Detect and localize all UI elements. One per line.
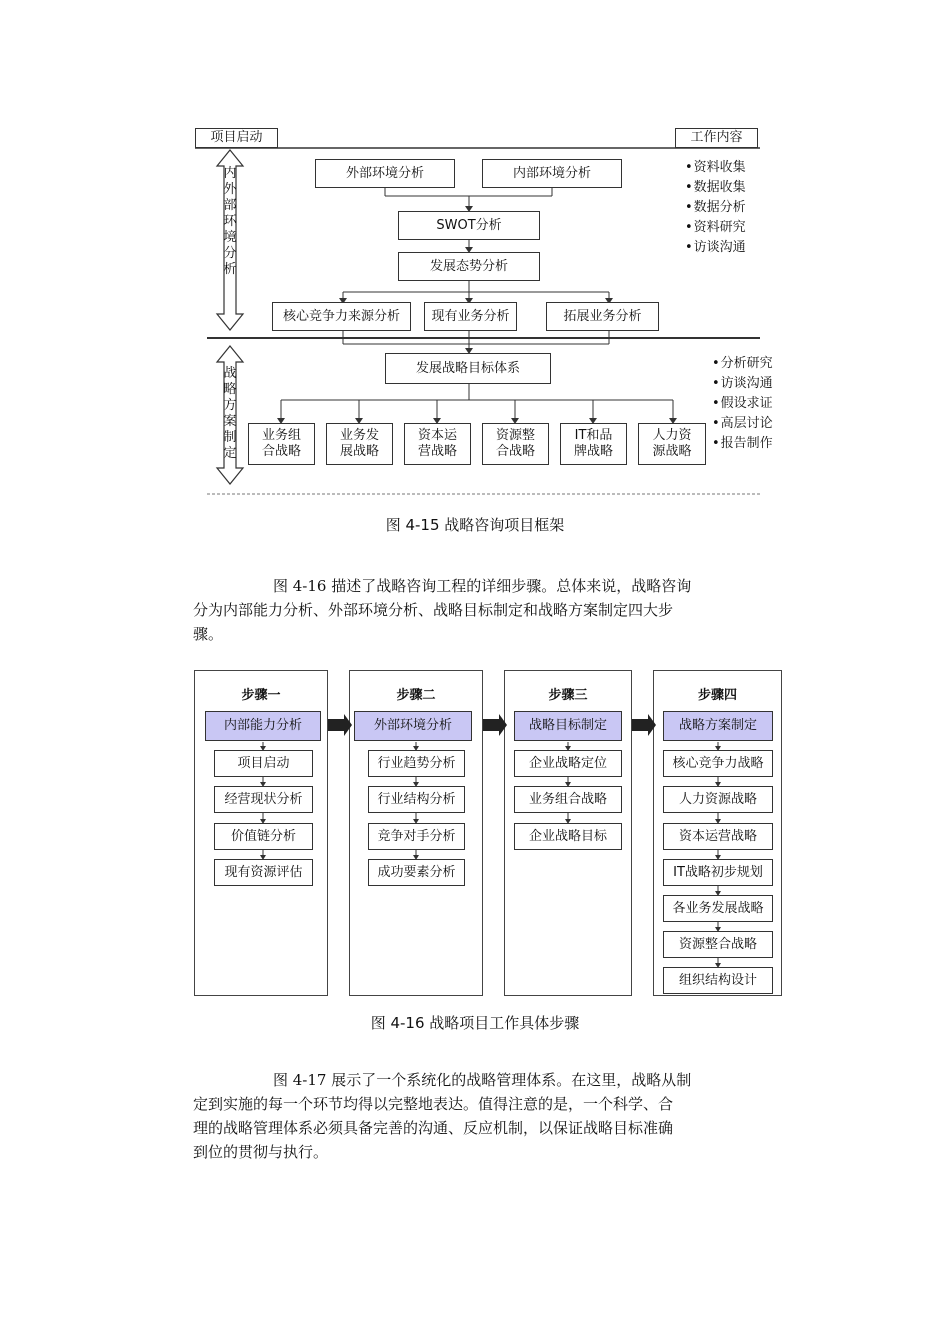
figure-caption-4-16: 图 4-16 战略项目工作具体步骤 bbox=[370, 1014, 580, 1032]
step4-item-3: 资本运营战略 bbox=[663, 823, 773, 850]
strategy-box-2: 业务发 展战略 bbox=[326, 423, 393, 465]
step4-item-1: 核心竞争力战略 bbox=[663, 750, 773, 777]
external-env-analysis-box: 外部环境分析 bbox=[315, 159, 455, 188]
step2-item-4: 成功要素分析 bbox=[368, 859, 465, 886]
step3-item-3: 企业战略目标 bbox=[514, 823, 622, 850]
paragraph-1: 图 4-16 描述了战略咨询工程的详细步骤。总体来说，战略咨询 分为内部能力分析、外部环境分析、战略目标制定和战略方案制定四大步 骤。 bbox=[193, 577, 692, 643]
step3-item-1: 企业战略定位 bbox=[514, 750, 622, 777]
figure-caption-4-15: 图 4-15 战略咨询项目框架 bbox=[385, 516, 565, 534]
internal-external-label: 内 外 部 环 境 分 析 bbox=[223, 166, 237, 277]
strategy-box-6: 人力资 源战略 bbox=[638, 423, 706, 465]
list-item: • 数据收集 bbox=[685, 178, 746, 198]
project-start-tag: 项目启动 bbox=[195, 128, 278, 148]
expand-business-box: 拓展业务分析 bbox=[546, 302, 659, 331]
list-item: • 报告制作 bbox=[712, 434, 773, 454]
strategy-box-4: 资源整 合战略 bbox=[482, 423, 549, 465]
swot-analysis-box: SWOT分析 bbox=[398, 211, 540, 240]
work-content-tag: 工作内容 bbox=[675, 128, 758, 148]
step2-item-2: 行业结构分析 bbox=[368, 786, 465, 813]
step1-item-3: 价值链分析 bbox=[214, 823, 313, 850]
step4-item-2: 人力资源战略 bbox=[663, 786, 773, 813]
list-item: • 高层讨论 bbox=[712, 414, 773, 434]
step-title-4: 步骤四 bbox=[697, 688, 737, 703]
internal-env-analysis-box: 内部环境分析 bbox=[482, 159, 622, 188]
step1-item-4: 现有资源评估 bbox=[214, 859, 313, 886]
list-item: • 分析研究 bbox=[712, 354, 773, 374]
step-title-2: 步骤二 bbox=[396, 688, 436, 703]
list-item: • 数据分析 bbox=[685, 198, 746, 218]
step4-item-4: IT战略初步规划 bbox=[663, 859, 773, 886]
paragraph-2: 图 4-17 展示了一个系统化的战略管理体系。在这里，战略从制 定到实施的每一个环节均得以完整地表达。值得注意的是，一个科学、合 理的战略管理体系必须具备完善的沟通、反应机制，以保证战略目标准确 到位的贯彻与执行。 bbox=[193, 1071, 692, 1161]
step-title-3: 步骤三 bbox=[548, 688, 588, 703]
trend-analysis-box: 发展态势分析 bbox=[398, 252, 540, 281]
step1-head: 内部能力分析 bbox=[205, 711, 321, 741]
list-item: • 访谈沟通 bbox=[712, 374, 773, 394]
step4-head: 战略方案制定 bbox=[663, 711, 773, 741]
step4-item-5: 各业务发展战略 bbox=[663, 895, 773, 922]
list-item: • 假设求证 bbox=[712, 394, 773, 414]
list-item: • 访谈沟通 bbox=[685, 238, 746, 258]
strategy-box-1: 业务组 合战略 bbox=[248, 423, 315, 465]
step1-item-2: 经营现状分析 bbox=[214, 786, 313, 813]
list-item: • 资料收集 bbox=[685, 158, 746, 178]
step2-item-3: 竞争对手分析 bbox=[368, 823, 465, 850]
step3-head: 战略目标制定 bbox=[514, 711, 622, 741]
step-title-1: 步骤一 bbox=[241, 688, 281, 703]
step2-item-1: 行业趋势分析 bbox=[368, 750, 465, 777]
strategy-plan-label: 战 略 方 案 制 定 bbox=[223, 366, 237, 461]
strategy-box-3: 资本运 营战略 bbox=[404, 423, 471, 465]
core-competence-box: 核心竞争力来源分析 bbox=[272, 302, 411, 331]
existing-business-box: 现有业务分析 bbox=[424, 302, 517, 331]
step3-item-2: 业务组合战略 bbox=[514, 786, 622, 813]
list-item: • 资料研究 bbox=[685, 218, 746, 238]
strategy-box-5: IT和品 牌战略 bbox=[560, 423, 627, 465]
step4-item-7: 组织结构设计 bbox=[663, 967, 773, 994]
step2-head: 外部环境分析 bbox=[354, 711, 472, 741]
step4-item-6: 资源整合战略 bbox=[663, 931, 773, 958]
strategy-target-box: 发展战略目标体系 bbox=[385, 353, 551, 384]
step1-item-1: 项目启动 bbox=[214, 750, 313, 777]
